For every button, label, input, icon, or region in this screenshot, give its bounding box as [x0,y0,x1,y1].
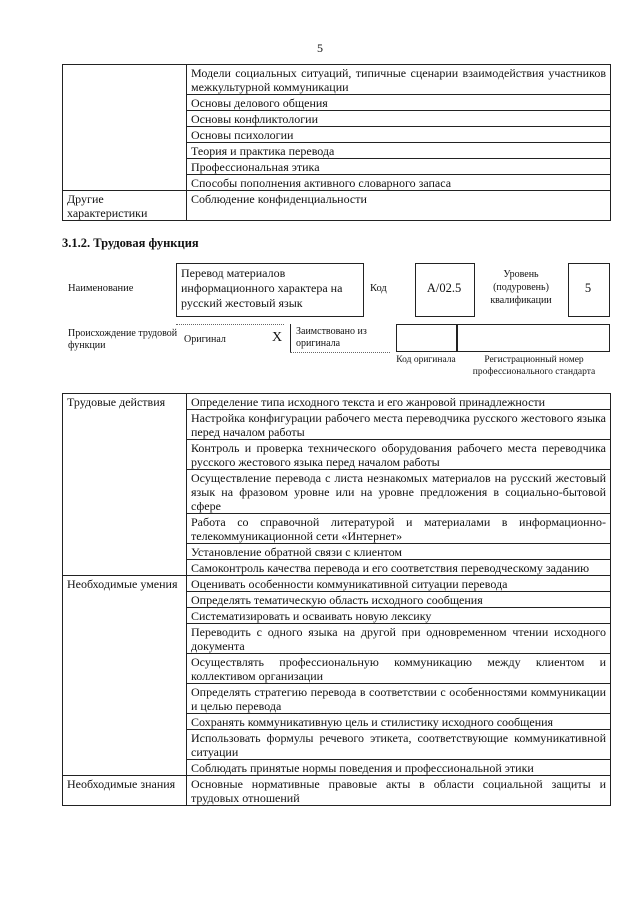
borrowed-label: Заимствовано из оригинала [296,326,367,349]
list-item: Переводить с одного языка на другой при одновременном чтении исходного документа [187,624,611,654]
row-label: Другие характеристики [63,191,187,221]
list-item: Основы делового общения [187,95,611,111]
list-item: Способы пополнения активного словарного запаса [187,175,611,191]
list-item: Модели социальных ситуаций, типичные сценарии взаимодействия участников межкультурной коммуникации [187,65,611,95]
list-item: Теория и практика перевода [187,143,611,159]
list-item: Определять стратегию перевода в соответствии с особенностями коммуникации и целью перевода [187,684,611,714]
row-label: Необходимые умения [63,576,187,776]
list-item: Основы психологии [187,127,611,143]
code-label: Код [370,283,387,294]
table-row [63,394,611,410]
list-item: Сохранять коммуникативную цель и стилистику исходного сообщения [187,714,611,730]
name-label: Наименование [68,283,134,294]
list-item: Соблюдение конфиденциальности [187,191,611,221]
row-label: Трудовые действия [63,394,187,576]
function-table [62,393,611,806]
page-number: 5 [317,41,323,55]
code-original-label: Код оригинала [396,355,456,365]
code-original-box [396,324,458,352]
table-row [63,65,611,95]
row-label [63,65,187,191]
original-mark: X [272,330,283,345]
list-item: Соблюдать принятые нормы поведения и профессиональной этики [187,760,611,776]
level-value: 5 [584,281,592,295]
table-row [63,776,611,806]
list-item: Настройка конфигурации рабочего места переводчика русского жестового языка перед началом работы [187,410,611,440]
list-item: Определение типа исходного текста и его жанровой принадлежности [187,394,611,410]
list-item: Оценивать особенности коммуникативной ситуации перевода [187,576,611,592]
code-value: A/02.5 [426,281,462,295]
reg-number-label: Регистрационный номер профессионального стандарта [472,355,596,377]
list-item: Самоконтроль качества перевода и его соответствия переводческому заданию [187,560,611,576]
list-item: Профессиональная этика [187,159,611,175]
level-label: Уровень (подуровень) квалификации [490,269,552,306]
list-item: Систематизировать и осваивать новую лексику [187,608,611,624]
list-item: Использовать формулы речевого этикета, соответствующие коммуникативной ситуации [187,730,611,760]
list-item: Основы конфликтологии [187,111,611,127]
list-item: Установление обратной связи с клиентом [187,544,611,560]
table-row [63,191,611,221]
table-row [63,576,611,592]
original-label: Оригинал [184,334,226,345]
table-continuation [62,64,611,221]
origin-label: Происхождение трудовой функции [68,328,178,351]
reg-number-box [456,324,610,352]
function-name: Перевод материалов информационного характера на русский жестовый язык [181,266,343,310]
list-item: Осуществление перевода с листа незнакомых материалов на русский жестовый язык на фразовом уровне или на уровне предложения в социально-бытовой сфере [187,470,611,514]
list-item: Определять тематическую область исходного сообщения [187,592,611,608]
list-item: Контроль и проверка технического оборудования рабочего места переводчика русского жестового языка перед началом работы [187,440,611,470]
list-item: Основные нормативные правовые акты в области социальной защиты и трудовых отношений [187,776,611,806]
list-item: Осуществлять профессиональную коммуникацию между клиентом и коллективом организации [187,654,611,684]
section-title: 3.1.2. Трудовая функция [62,236,199,250]
list-item: Работа со справочной литературой и материалами в информационно-телекоммуникационной сети «Интернет» [187,514,611,544]
row-label: Необходимые знания [63,776,187,806]
